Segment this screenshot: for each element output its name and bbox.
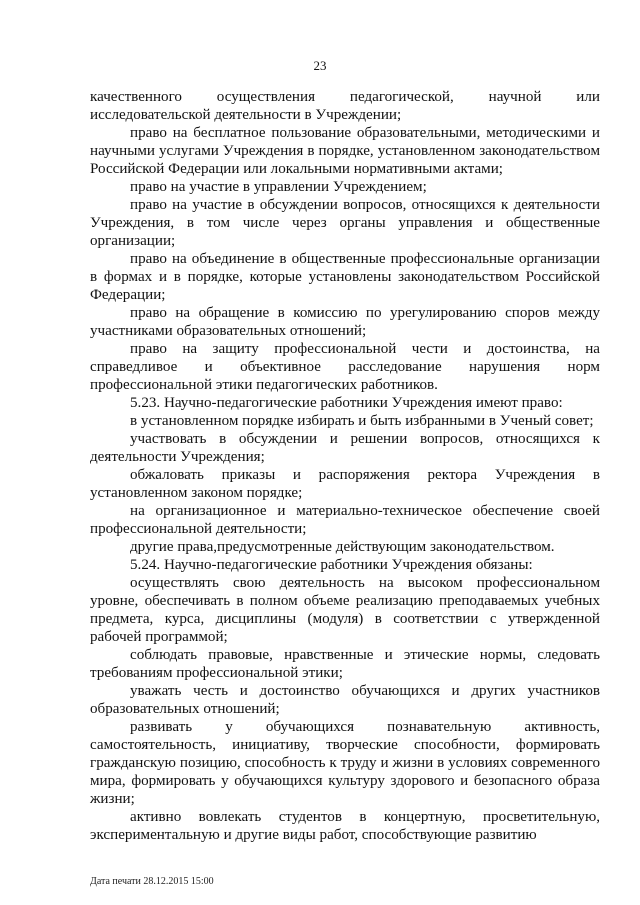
paragraph: право на участие в обсуждении вопросов, относящихся к деятельности Учреждения, в том числе через органы управления и общественные организации; bbox=[90, 197, 600, 249]
document-body bbox=[90, 88, 600, 844]
print-date-footer: Дата печати 28.12.2015 15:00 bbox=[90, 876, 214, 887]
paragraph: развивать у обучающихся познавательную активность, самостоятельность, инициативу, творческие способности, формировать гражданскую позицию, способность к труду и жизни в условиях современного мира, формировать у обучающихся культуру здорового и безопасного образа жизни; bbox=[90, 719, 600, 807]
paragraph: осуществлять свою деятельность на высоком профессиональном уровне, обеспечивать в полном объеме реализацию преподаваемых учебных предмета, курса, дисциплины (модуля) в соответствии с утвержденной рабочей программой; bbox=[90, 575, 600, 645]
section-heading: 5.23. Научно-педагогические работники Учреждения имеют право: bbox=[130, 395, 563, 411]
paragraph: право на защиту профессиональной чести и достоинства, на справедливое и объективное расследование нарушения норм профессиональной этики педагогических работников. bbox=[90, 341, 600, 393]
paragraph: на организационное и материально-техническое обеспечение своей профессиональной деятельности; bbox=[90, 503, 600, 537]
paragraph: право на объединение в общественные профессиональные организации в формах и в порядке, которые установлены законодательством Российской Федерации; bbox=[90, 251, 600, 303]
paragraph: участвовать в обсуждении и решении вопросов, относящихся к деятельности Учреждения; bbox=[90, 431, 600, 465]
paragraph: соблюдать правовые, нравственные и этические нормы, следовать требованиям профессиональной этики; bbox=[90, 647, 600, 681]
paragraph: другие права,предусмотренные действующим законодательством. bbox=[130, 539, 555, 555]
paragraph: в установленном порядке избирать и быть избранными в Ученый совет; bbox=[130, 413, 594, 429]
page-number: 23 bbox=[313, 58, 327, 73]
paragraph: право на участие в управлении Учреждением; bbox=[130, 179, 427, 195]
paragraph: обжаловать приказы и распоряжения ректора Учреждения в установленном законом порядке; bbox=[90, 467, 600, 501]
paragraph: активно вовлекать студентов в концертную, просветительную, экспериментальную и другие виды работ, способствующие развитию bbox=[90, 809, 600, 843]
section-heading: 5.24. Научно-педагогические работники Учреждения обязаны: bbox=[130, 557, 533, 573]
paragraph: право на бесплатное пользование образовательными, методическими и научными услугами Учреждения в порядке, установленном законодательством Российской Федерации или локальными нормативными актами; bbox=[90, 125, 600, 177]
paragraph: качественного осуществления педагогической, научной или исследовательской деятельности в Учреждении; bbox=[90, 89, 600, 123]
paragraph: уважать честь и достоинство обучающихся и других участников образовательных отношений; bbox=[90, 683, 600, 717]
paragraph: право на обращение в комиссию по урегулированию споров между участниками образовательных отношений; bbox=[90, 305, 600, 339]
